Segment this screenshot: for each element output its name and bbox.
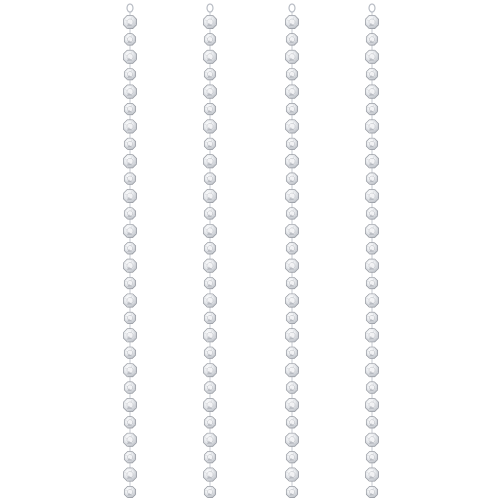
- crystal-bead: [366, 417, 377, 428]
- crystal-bead: [123, 294, 136, 307]
- crystal-bead: [365, 85, 378, 98]
- crystal-bead: [203, 155, 216, 168]
- crystal-bead: [123, 155, 136, 168]
- crystal-bead: [286, 382, 297, 393]
- crystal-bead: [286, 312, 297, 323]
- crystal-bead: [286, 243, 297, 254]
- crystal-bead: [124, 103, 135, 114]
- crystal-bead: [124, 34, 135, 45]
- crystal-bead: [204, 208, 215, 219]
- crystal-bead: [365, 468, 378, 481]
- crystal-bead: [124, 173, 135, 184]
- crystal-bead: [286, 103, 297, 114]
- crystal-bead: [204, 103, 215, 114]
- crystal-bead: [204, 451, 215, 462]
- crystal-bead: [124, 68, 135, 79]
- crystal-bead: [203, 189, 216, 202]
- crystal-bead: [285, 329, 298, 342]
- hanging-loop: [127, 4, 133, 12]
- crystal-bead: [123, 85, 136, 98]
- crystal-bead: [204, 243, 215, 254]
- crystal-bead: [286, 34, 297, 45]
- crystal-bead: [365, 155, 378, 168]
- crystal-bead: [204, 312, 215, 323]
- crystal-bead: [124, 243, 135, 254]
- crystal-bead: [123, 224, 136, 237]
- crystal-bead: [285, 120, 298, 133]
- crystal-bead: [285, 224, 298, 237]
- crystal-bead: [204, 277, 215, 288]
- crystal-bead: [123, 15, 136, 28]
- crystal-bead: [203, 120, 216, 133]
- bead-strand: [123, 4, 136, 498]
- hanging-loop: [289, 4, 295, 12]
- crystal-bead: [124, 417, 135, 428]
- crystal-bead: [285, 85, 298, 98]
- crystal-bead: [365, 189, 378, 202]
- crystal-bead: [285, 259, 298, 272]
- bead-strand: [285, 4, 298, 498]
- crystal-bead: [124, 208, 135, 219]
- crystal-bead: [366, 138, 377, 149]
- crystal-bead: [366, 103, 377, 114]
- crystal-bead: [123, 259, 136, 272]
- hanging-loop: [369, 4, 375, 12]
- crystal-bead: [123, 189, 136, 202]
- crystal-bead: [366, 277, 377, 288]
- crystal-bead: [286, 138, 297, 149]
- crystal-bead: [286, 451, 297, 462]
- crystal-bead: [366, 451, 377, 462]
- crystal-bead: [203, 364, 216, 377]
- crystal-bead: [124, 312, 135, 323]
- crystal-bead: [204, 417, 215, 428]
- crystal-bead: [123, 120, 136, 133]
- crystal-bead: [203, 294, 216, 307]
- crystal-bead: [124, 486, 135, 497]
- crystal-bead: [124, 451, 135, 462]
- crystal-bead: [124, 382, 135, 393]
- crystal-bead: [366, 382, 377, 393]
- crystal-bead: [203, 85, 216, 98]
- crystal-bead: [204, 138, 215, 149]
- crystal-bead: [366, 173, 377, 184]
- crystal-bead: [286, 277, 297, 288]
- crystal-bead: [366, 243, 377, 254]
- crystal-bead: [285, 433, 298, 446]
- crystal-bead: [366, 312, 377, 323]
- crystal-bead: [285, 294, 298, 307]
- crystal-bead: [123, 433, 136, 446]
- crystal-bead: [365, 329, 378, 342]
- crystal-bead: [285, 189, 298, 202]
- crystal-bead: [366, 68, 377, 79]
- crystal-bead: [365, 15, 378, 28]
- crystal-bead: [203, 259, 216, 272]
- crystal-bead: [286, 347, 297, 358]
- crystal-bead: [203, 398, 216, 411]
- crystal-bead: [204, 173, 215, 184]
- crystal-bead: [123, 468, 136, 481]
- crystal-bead: [203, 329, 216, 342]
- crystal-bead: [365, 259, 378, 272]
- crystal-bead: [285, 15, 298, 28]
- crystal-bead: [203, 433, 216, 446]
- crystal-bead: [366, 347, 377, 358]
- crystal-bead: [286, 417, 297, 428]
- crystal-bead: [203, 468, 216, 481]
- bead-strand: [365, 4, 378, 498]
- crystal-bead: [204, 34, 215, 45]
- crystal-bead: [123, 364, 136, 377]
- crystal-bead: [366, 34, 377, 45]
- crystal-bead: [365, 364, 378, 377]
- crystal-bead: [285, 398, 298, 411]
- crystal-bead: [124, 138, 135, 149]
- crystal-bead: [286, 486, 297, 497]
- crystal-bead: [366, 208, 377, 219]
- crystal-bead: [204, 486, 215, 497]
- crystal-bead: [285, 155, 298, 168]
- crystal-bead: [123, 329, 136, 342]
- crystal-bead: [285, 50, 298, 63]
- crystal-bead: [286, 173, 297, 184]
- crystal-bead: [286, 68, 297, 79]
- crystal-bead: [203, 15, 216, 28]
- hanging-loop: [207, 4, 213, 12]
- crystal-bead: [365, 50, 378, 63]
- crystal-bead: [123, 398, 136, 411]
- crystal-bead: [285, 364, 298, 377]
- crystal-bead: [123, 50, 136, 63]
- crystal-bead: [365, 294, 378, 307]
- crystal-bead: [204, 382, 215, 393]
- crystal-bead: [124, 277, 135, 288]
- crystal-bead: [365, 433, 378, 446]
- crystal-bead: [365, 398, 378, 411]
- crystal-bead: [203, 224, 216, 237]
- crystal-bead: [204, 68, 215, 79]
- bead-strand: [203, 4, 216, 498]
- crystal-bead: [285, 468, 298, 481]
- crystal-bead: [286, 208, 297, 219]
- crystal-bead: [124, 347, 135, 358]
- crystal-bead: [203, 50, 216, 63]
- crystal-bead: [204, 347, 215, 358]
- crystal-bead: [365, 120, 378, 133]
- crystal-bead: [365, 224, 378, 237]
- crystal-bead: [366, 486, 377, 497]
